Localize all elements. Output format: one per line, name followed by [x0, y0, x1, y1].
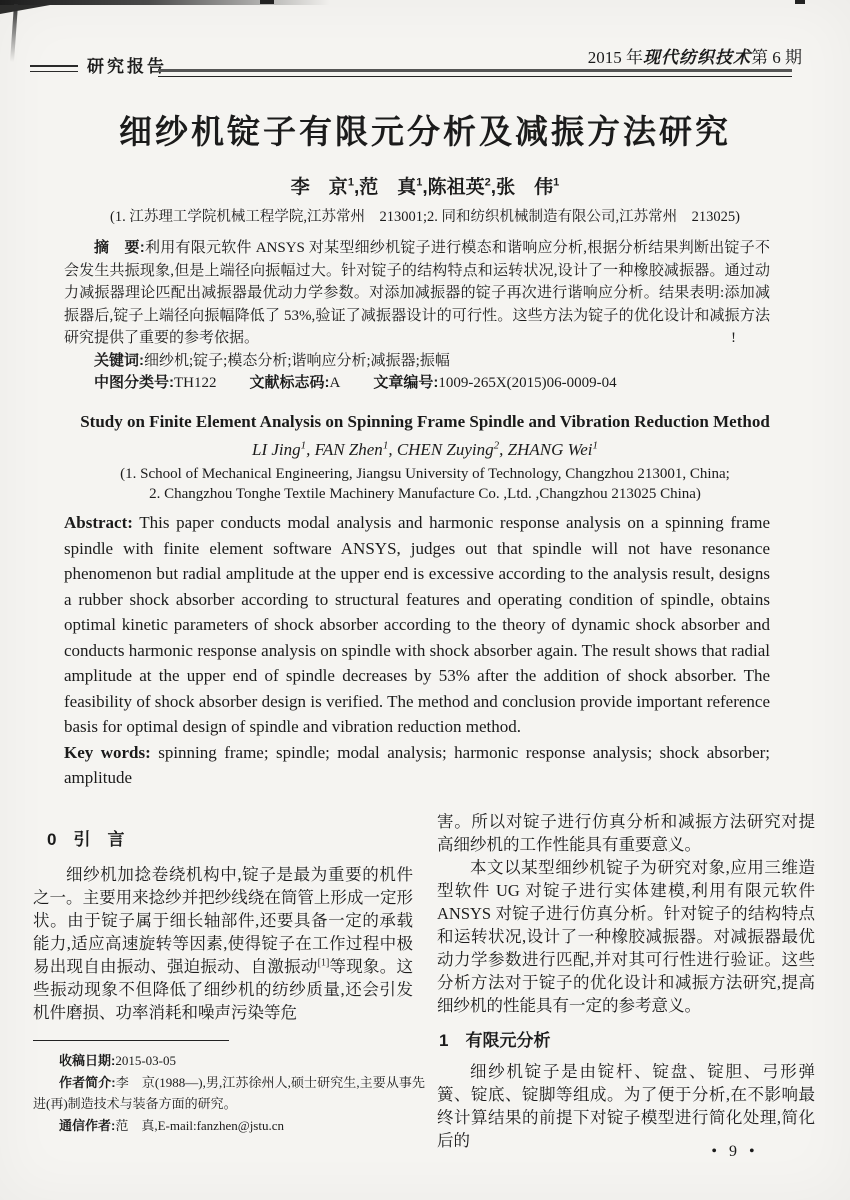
- article-id: 文章编号:1009-265X(2015)06-0009-04: [373, 374, 617, 391]
- keywords-en-label: Key words:: [64, 742, 151, 762]
- journal-issue: 第 6 期: [751, 48, 802, 67]
- scan-tick-artifact: [795, 0, 805, 4]
- keywords-zh-text: 细纱机;锭子;模态分析;谐响应分析;减振器;振幅: [144, 352, 450, 369]
- keywords-en-text: spinning frame; spindle; modal analysis; harmonic response analysis; shock absorber; amplitude: [64, 742, 771, 787]
- keywords-zh-label: 关键词:: [94, 351, 144, 369]
- journal-citation: [588, 43, 802, 68]
- footnote-block: [33, 1040, 425, 1136]
- classification-line: [64, 372, 770, 395]
- abstract-en-text: This paper conducts modal analysis and harmonic response analysis on a spinning frame spindle with finite element software ANSYS, judges out that spindle will not have resonance phenomenon but radial amplitude at the upper end is excessive according to the analysis result, designs a rubber shock absorber according to structural features and operating condition of spindle, obtains optimal kinetic parameters of shock absorber according to the theory of dynamic shock absorber and conducts harmonic response analysis on spindle with shock absorber again. The result shows that radial amplitude at the upper end of spindle decreases by 53% after the addition of shock absorber. The feasibility of shock absorber design is verified. The method and conclusion provide important reference basis for optimal design of spindle and vibration reduction method.: [64, 513, 770, 736]
- body-paragraph-continuation: 害。所以对锭子进行仿真分析和减振方法研究对提高细纱机的工作性能具有重要意义。: [437, 812, 815, 854]
- author: ,范 真$^1$: [353, 176, 423, 198]
- authors-en: [0, 439, 850, 460]
- abstract-en: [64, 510, 770, 740]
- header-left-rule: [30, 65, 78, 72]
- author: LI Jing$^1$: [252, 439, 307, 459]
- section-0-heading: 0 引 言: [47, 830, 125, 849]
- affiliation-en-line1: (1. School of Mechanical Engineering, Jiangsu University of Technology, Changzhou 213001, China;: [120, 466, 730, 482]
- body-paragraph: 细纱机锭子是由锭杆、锭盘、锭胆、弓形弹簧、锭底、锭脚等组成。为了便于分析,在不影响最终计算结果的前提下对锭子模型进行简化处理,简化后的: [437, 1062, 815, 1150]
- reference-marker: [1]: [317, 957, 330, 969]
- header-long-rule: [158, 69, 792, 77]
- author: , ZHANG Wei$^1$: [499, 439, 598, 459]
- journal-year: 2015 年: [587, 48, 643, 67]
- corresponding-author: 通信作者:范 真,E-mail:fanzhen@jstu.cn: [59, 1117, 284, 1133]
- section-1-heading: 1 有限元分析: [439, 1031, 551, 1050]
- author-bio: 作者简介:李 京(1988—),男,江苏徐州人,硕士研究生,主要从事先进(再)制造技术与装备方面的研究。: [33, 1074, 425, 1111]
- keywords-zh: [64, 350, 770, 373]
- journal-name: 现代纺织技术: [643, 48, 751, 67]
- affiliation-en-line2: 2. Changzhou Tonghe Textile Machinery Manufacture Co. ,Ltd. ,Changzhou 213025 China): [149, 485, 701, 502]
- scan-top-edge-artifact: [0, 0, 330, 5]
- author: ,张 伟$^1$: [490, 176, 560, 198]
- front-matter-en: [64, 510, 770, 791]
- document-code: 文献标志码:A: [249, 374, 341, 391]
- received-date: 收稿日期:2015-03-05: [59, 1053, 177, 1068]
- scan-ink-artifact: !: [731, 330, 736, 346]
- author: , FAN Zhen$^1$: [306, 439, 389, 459]
- article-title-zh: 细纱机锭子有限元分析及减振方法研究: [119, 113, 731, 150]
- abstract-en-label: Abstract:: [64, 513, 133, 532]
- right-column: [437, 810, 815, 1152]
- front-matter-zh: [64, 237, 770, 395]
- intro-paragraph: 细纱机加捻卷绕机构中,锭子是最为重要的机件之一。主要用来捻纱并把纱线绕在筒管上形成一定形状。由于锭子属于细长轴部件,还要具备一定的承载能力,适应高速旋转等因素,使得锭子在工作过程中极易出现自由振动、强迫振动、自激振动[1]等现象。这些振动现象不但降低了细纱机的纺纱质量,还会引发机件磨损、功率消耗和噪声污染等危: [33, 865, 414, 1022]
- clc-number: 中图分类号:TH122: [94, 374, 217, 391]
- abstract-zh-text: 利用有限元软件 ANSYS 对某型细纱机锭子进行模态和谐响应分析,根据分析结果判断出锭子不会发生共振现象,但是上端径向振幅过大。针对锭子的结构特点和运转状况,设计了一种橡胶减振器。通过动力减振器理论匹配出减振器最优动力学参数。对添加减振器的锭子再次进行谐响应分析。结果表明:添加减振器后,锭子上端径向振幅降低了 53%,验证了减振器设计的可行性。这些方法为锭子的优化设计和减振方法研究提供了重要的参考依据。: [64, 240, 770, 346]
- page-number: • 9 •: [711, 1143, 759, 1160]
- author: , CHEN Zuying$^2$: [388, 439, 500, 459]
- author: ,陈祖英$^2$: [422, 176, 491, 198]
- author: 李 京$^1$: [290, 176, 354, 198]
- abstract-zh: [64, 237, 770, 350]
- affiliation-zh: (1. 江苏理工学院机械工程学院,江苏常州 213001;2. 同和纺织机械制造有限公司,江苏常州 213025): [110, 209, 740, 225]
- scan-tick-artifact: [260, 0, 274, 4]
- authors-zh: [0, 172, 850, 199]
- left-column: [33, 812, 413, 1024]
- affiliation-en: [0, 465, 850, 504]
- article-title-en: Study on Finite Element Analysis on Spinning Frame Spindle and Vibration Reduction Method: [80, 412, 770, 431]
- footnote-rule: [33, 1040, 229, 1041]
- abstract-zh-label: 摘 要:: [94, 239, 145, 256]
- body-paragraph: 本文以某型细纱机锭子为研究对象,应用三维造型软件 UG 对锭子进行实体建模,利用有限元软件 ANSYS 对锭子进行仿真分析。针对锭子的结构特点和运转状况,设计了一种橡胶减振器。对减振器最优动力学参数进行匹配,并对其可行性进行验证。这些分析方法对于锭子的优化设计和减振方法研究,提高细纱机的性能具有一定的参考意义。: [437, 858, 815, 1015]
- section-label: 研究报告: [87, 57, 167, 76]
- keywords-en: [64, 740, 770, 791]
- page-header: [30, 42, 822, 82]
